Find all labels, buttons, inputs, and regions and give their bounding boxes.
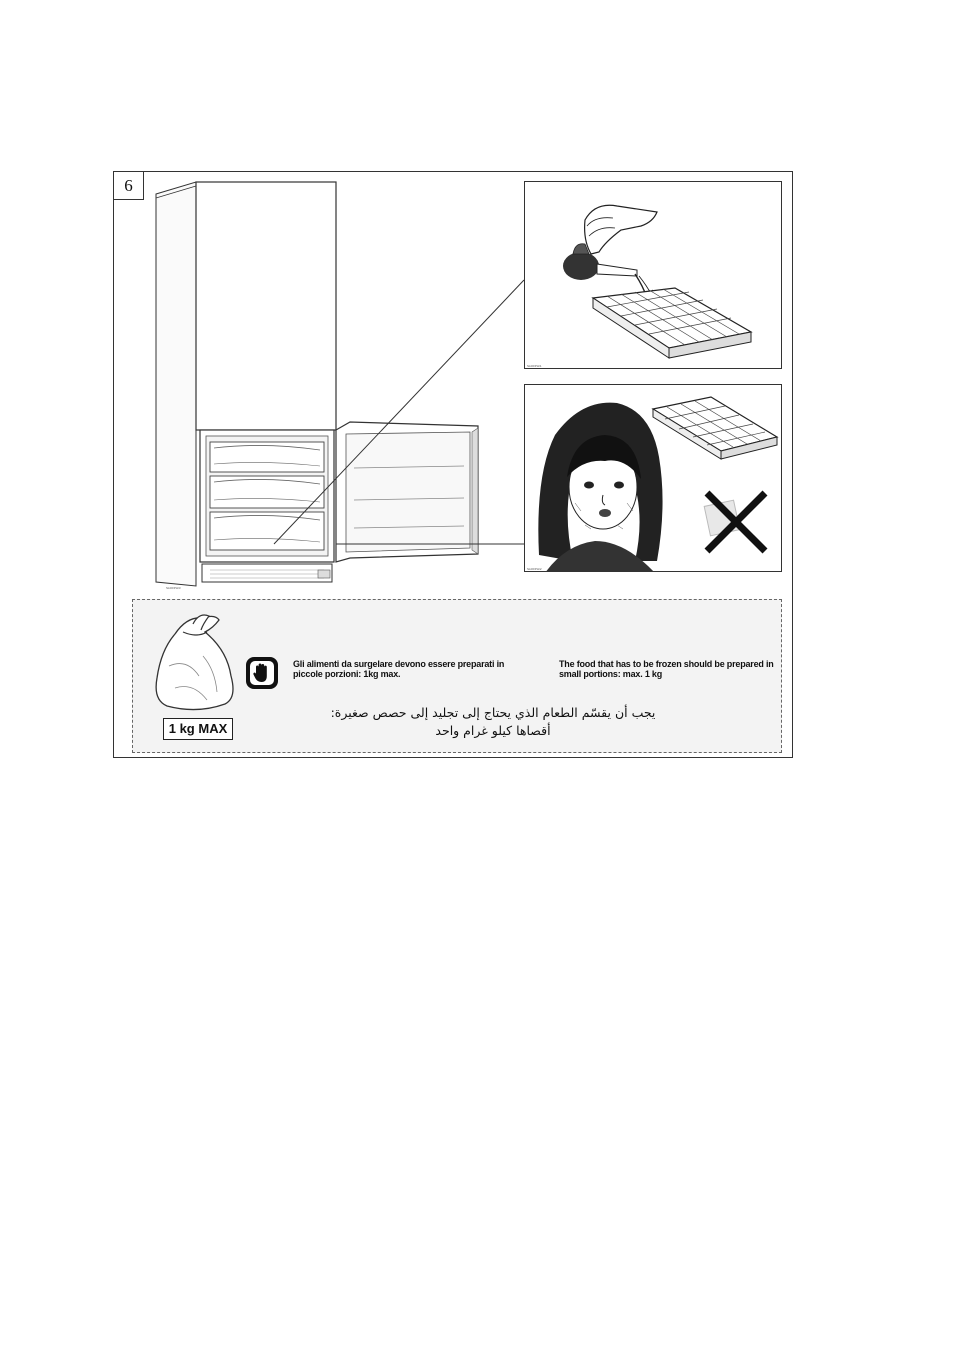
food-bag-icon [147,606,247,714]
illustration-code-tray: SL00/PH/1 [527,364,542,368]
info-box [132,599,782,753]
text-english: The food that has to be frozen should be prepared in small portions: max. 1 kg [559,659,774,679]
illustration-code-child: SL00/PH/2 [527,567,542,571]
illustration-code-fridge: SL00/PH/3 [166,586,181,590]
panel-child-warning [524,384,782,572]
text-italian: Gli alimenti da surgelare devono essere preparati in piccole porzioni: 1kg max. [293,659,505,679]
stop-hand-icon [245,656,279,690]
text-arabic-line-2: أقصاها كيلو غرام واحد [435,723,551,738]
text-arabic [293,704,693,740]
figure-6 [113,171,793,758]
ice-tray-filling-icon [525,182,782,369]
weight-limit-label: 1 kg MAX [163,718,233,740]
panel-ice-tray-filling [524,181,782,369]
cross-icon [701,487,771,557]
figure-number: 6 [114,172,144,200]
text-arabic-line-1: يجب أن يقسّم الطعام الذي يحتاج إلى تجليد إلى حصص صغيرة: [330,705,656,720]
